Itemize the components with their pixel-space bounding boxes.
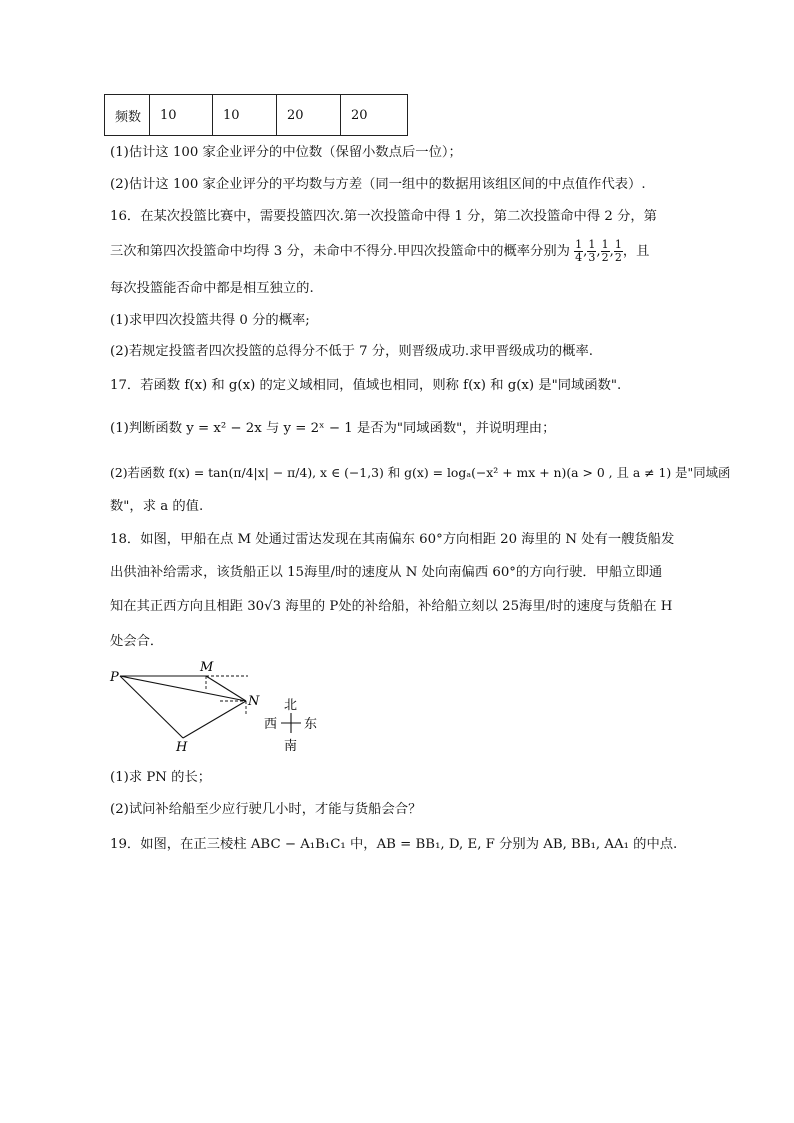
label-P: P [110, 670, 119, 685]
q16-stem-line2-text: 三次和第四次投篮命中均得 3 分，未命中不得分.甲四次投篮命中的概率分别为 [110, 244, 570, 259]
table-header-cell: 频数 [105, 95, 150, 136]
fraction: $\frac{1}{3}$ [588, 238, 596, 264]
q18-stem-line4: 处会合． [110, 634, 164, 649]
q17-stem: 17．若函数 f(x) 和 g(x) 的定义域相同，值域也相同，则称 f(x) 和 g(x) 是"同域函数". [110, 378, 622, 393]
q18-part1: (1)求 PN 的长； [110, 770, 212, 785]
frequency-table [104, 94, 408, 136]
q16-stem-line3: 每次投篮能否命中都是相互独立的. [110, 281, 314, 296]
segment-HN [183, 701, 246, 738]
q16-stem-line1: 16．在某次投篮比赛中，需要投篮四次.第一次投篮命中得 1 分，第二次投篮命中得 2 分，第 [110, 209, 657, 224]
compass-west: 西 [264, 717, 278, 732]
label-N: N [248, 694, 260, 709]
compass-north: 北 [284, 698, 298, 713]
q18-stem-line2: 出供油补给需求，该货船正以 15海里/时的速度从 N 处向南偏西 60°的方向行驶．甲船立即通 [110, 565, 663, 580]
q15-part1: (1)估计这 100 家企业评分的中位数（保留小数点后一位）； [110, 145, 462, 160]
label-H: H [176, 740, 188, 755]
table-row [105, 95, 408, 136]
q18-stem-line3: 知在其正西方向且相距 30√3 海里的 P处的补给船，补给船立刻以 25海里/时的速度与货船在 H [110, 599, 673, 614]
fraction: $\frac{1}{2}$ [614, 238, 622, 264]
q15-part2: (2)估计这 100 家企业评分的平均数与方差（同一组中的数据用该组区间的中点值作代表）. [110, 177, 646, 192]
q16-part1: (1)求甲四次投篮共得 0 分的概率; [110, 313, 310, 328]
table-cell: 10 [213, 95, 277, 136]
label-M: M [200, 660, 214, 675]
q16-part2: (2)若规定投篮者四次投篮的总得分不低于 7 分，则晋级成功.求甲晋级成功的概率. [110, 344, 593, 359]
fraction: $\frac{1}{2}$ [601, 238, 609, 264]
segment-PN [120, 676, 246, 701]
q18-part2: (2)试问补给船至少应行驶几小时，才能与货船会合？ [110, 802, 422, 817]
segment-PH [120, 676, 183, 738]
q16-stem-line2: 三次和第四次投篮命中均得 3 分，未命中不得分.甲四次投篮命中的概率分别为 $\frac{1}{4}$ , $\frac{1}{3}$ , $\frac{1}{2}$ , $\frac{1}{2}$ ，且 [110, 238, 650, 264]
q19-stem: 19．如图，在正三棱柱 ABC − A₁B₁C₁ 中，AB = BB₁, D, E, F 分别为 AB, BB₁, AA₁ 的中点. [110, 837, 678, 852]
table-cell: 10 [150, 95, 213, 136]
compass [264, 698, 317, 754]
compass-south: 南 [284, 739, 298, 754]
q18-stem-line1: 18．如图，甲船在点 M 处通过雷达发现在其南偏东 60°方向相距 20 海里的 N 处有一艘货船发 [110, 532, 675, 547]
q17-part2: (2)若函数 f(x) = tan(π/4|x| − π/4), x ∈ (−1,3) 和 g(x) = logₐ(−x² + mx + n)(a > 0 , 且 a ≠ 1) 是"同域函 [110, 465, 731, 480]
fraction: $\frac{1}{4}$ [575, 238, 583, 264]
q17-part2-cont: 数"，求 a 的值. [110, 499, 204, 514]
table-cell: 20 [277, 95, 341, 136]
table-cell: 20 [341, 95, 408, 136]
ship-diagram [108, 655, 338, 760]
q17-part1: (1)判断函数 y = x² − 2x 与 y = 2ˣ − 1 是否为"同域函数"，并说明理由； [110, 421, 556, 436]
compass-east: 东 [304, 717, 318, 732]
